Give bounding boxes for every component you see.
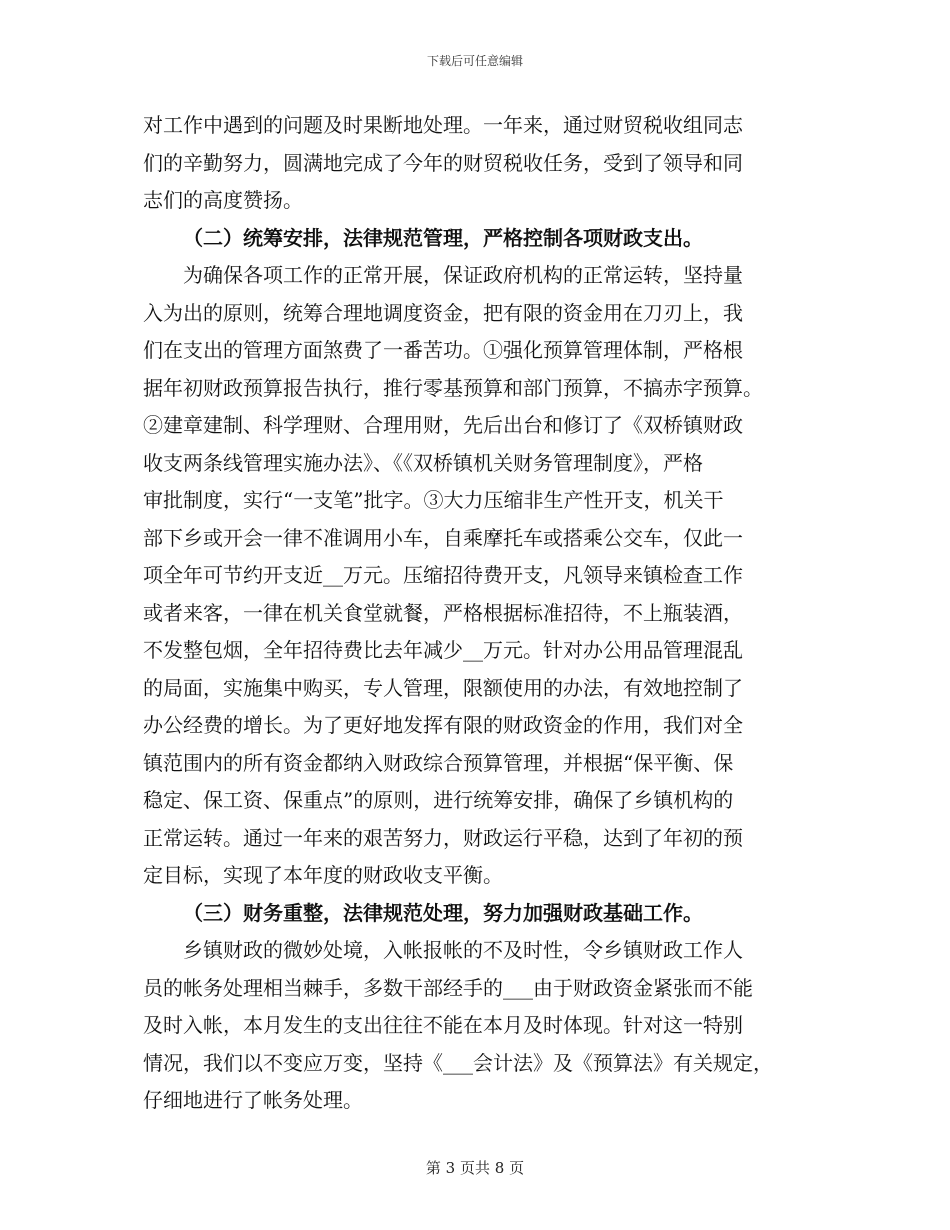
- paragraph-line: 据年初财政预算报告执行，推行零基预算和部门预算，不搞赤字预算。: [143, 375, 763, 400]
- paragraph-line: 们在支出的管理方面煞费了一番苦功。①强化预算管理体制，严格根: [143, 338, 743, 362]
- paragraph-line: 不发整包烟，全年招待费比去年减少__万元。针对办公用品管理混乱: [143, 638, 743, 662]
- section-heading: （三）财务重整，法律规范处理，努力加强财政基础工作。: [183, 900, 703, 925]
- paragraph-line: 稳定、保工资、保重点”的原则，进行统筹安排，确保了乡镇机构的: [143, 788, 734, 812]
- paragraph-line: 们的辛勤努力，圆满地完成了今年的财贸税收任务，受到了领导和同: [143, 150, 743, 175]
- paragraph-line: 入为出的原则，统筹合理地调度资金，把有限的资金用在刀刃上，我: [143, 300, 743, 325]
- paragraph-line: 部下乡或开会一律不准调用小车，自乘摩托车或搭乘公交车，仅此一: [143, 525, 743, 550]
- paragraph-line: 或者来客，一律在机关食堂就餐，严格根据标准招待，不上瓶装酒，: [143, 600, 743, 625]
- paragraph-line: 镇范围内的所有资金都纳入财政综合预算管理，并根据“保平衡、保: [143, 750, 734, 775]
- paragraph-line: 项全年可节约开支近__万元。压缩招待费开支，凡领导来镇检查工作: [143, 563, 743, 587]
- paragraph-line: 志们的高度赞扬。: [143, 188, 303, 212]
- paragraph-line: 定目标，实现了本年度的财政收支平衡。: [143, 863, 503, 887]
- paragraph-line: 办公经费的增长。为了更好地发挥有限的财政资金的作用，我们对全: [143, 713, 743, 737]
- paragraph-line: 正常运转。通过一年来的艰苦努力，财政运行平稳，达到了年初的预: [143, 825, 743, 850]
- paragraph-line: 员的帐务处理相当棘手，多数干部经手的___由于财政资金紧张而不能: [143, 975, 753, 1000]
- document-body: [143, 107, 811, 1120]
- paragraph-line: 情况，我们以不变应万变，坚持《___会计法》及《预算法》有关规定，: [143, 1050, 773, 1075]
- paragraph-line: 乡镇财政的微妙处境，入帐报帐的不及时性，令乡镇财政工作人: [183, 938, 743, 962]
- paragraph-line: 的局面，实施集中购买，专人管理，限额使用的办法，有效地控制了: [143, 675, 743, 700]
- page-footer: 第 3 页共 8 页: [425, 1159, 525, 1177]
- paragraph-line: 为确保各项工作的正常开展，保证政府机构的正常运转，坚持量: [183, 263, 743, 287]
- paragraph-line: 仔细地进行了帐务处理。: [143, 1088, 363, 1112]
- paragraph-line: ②建章建制、科学理财、合理用财，先后出台和修订了《双桥镇财政: [143, 413, 743, 437]
- paragraph-line: 对工作中遇到的问题及时果断地处理。一年来，通过财贸税收组同志: [143, 113, 743, 137]
- section-heading: （二）统筹安排，法律规范管理，严格控制各项财政支出。: [183, 225, 703, 250]
- paragraph-line: 收支两条线管理实施办法》、《《双桥镇机关财务管理制度》，严格: [143, 450, 703, 475]
- page-header: 下载后可任意编辑: [426, 54, 523, 68]
- paragraph-line: 审批制度，实行“一支笔”批字。③大力压缩非生产性开支，机关干: [143, 488, 724, 512]
- paragraph-line: 及时入帐，本月发生的支出往往不能在本月及时体现。针对这一特别: [143, 1013, 743, 1037]
